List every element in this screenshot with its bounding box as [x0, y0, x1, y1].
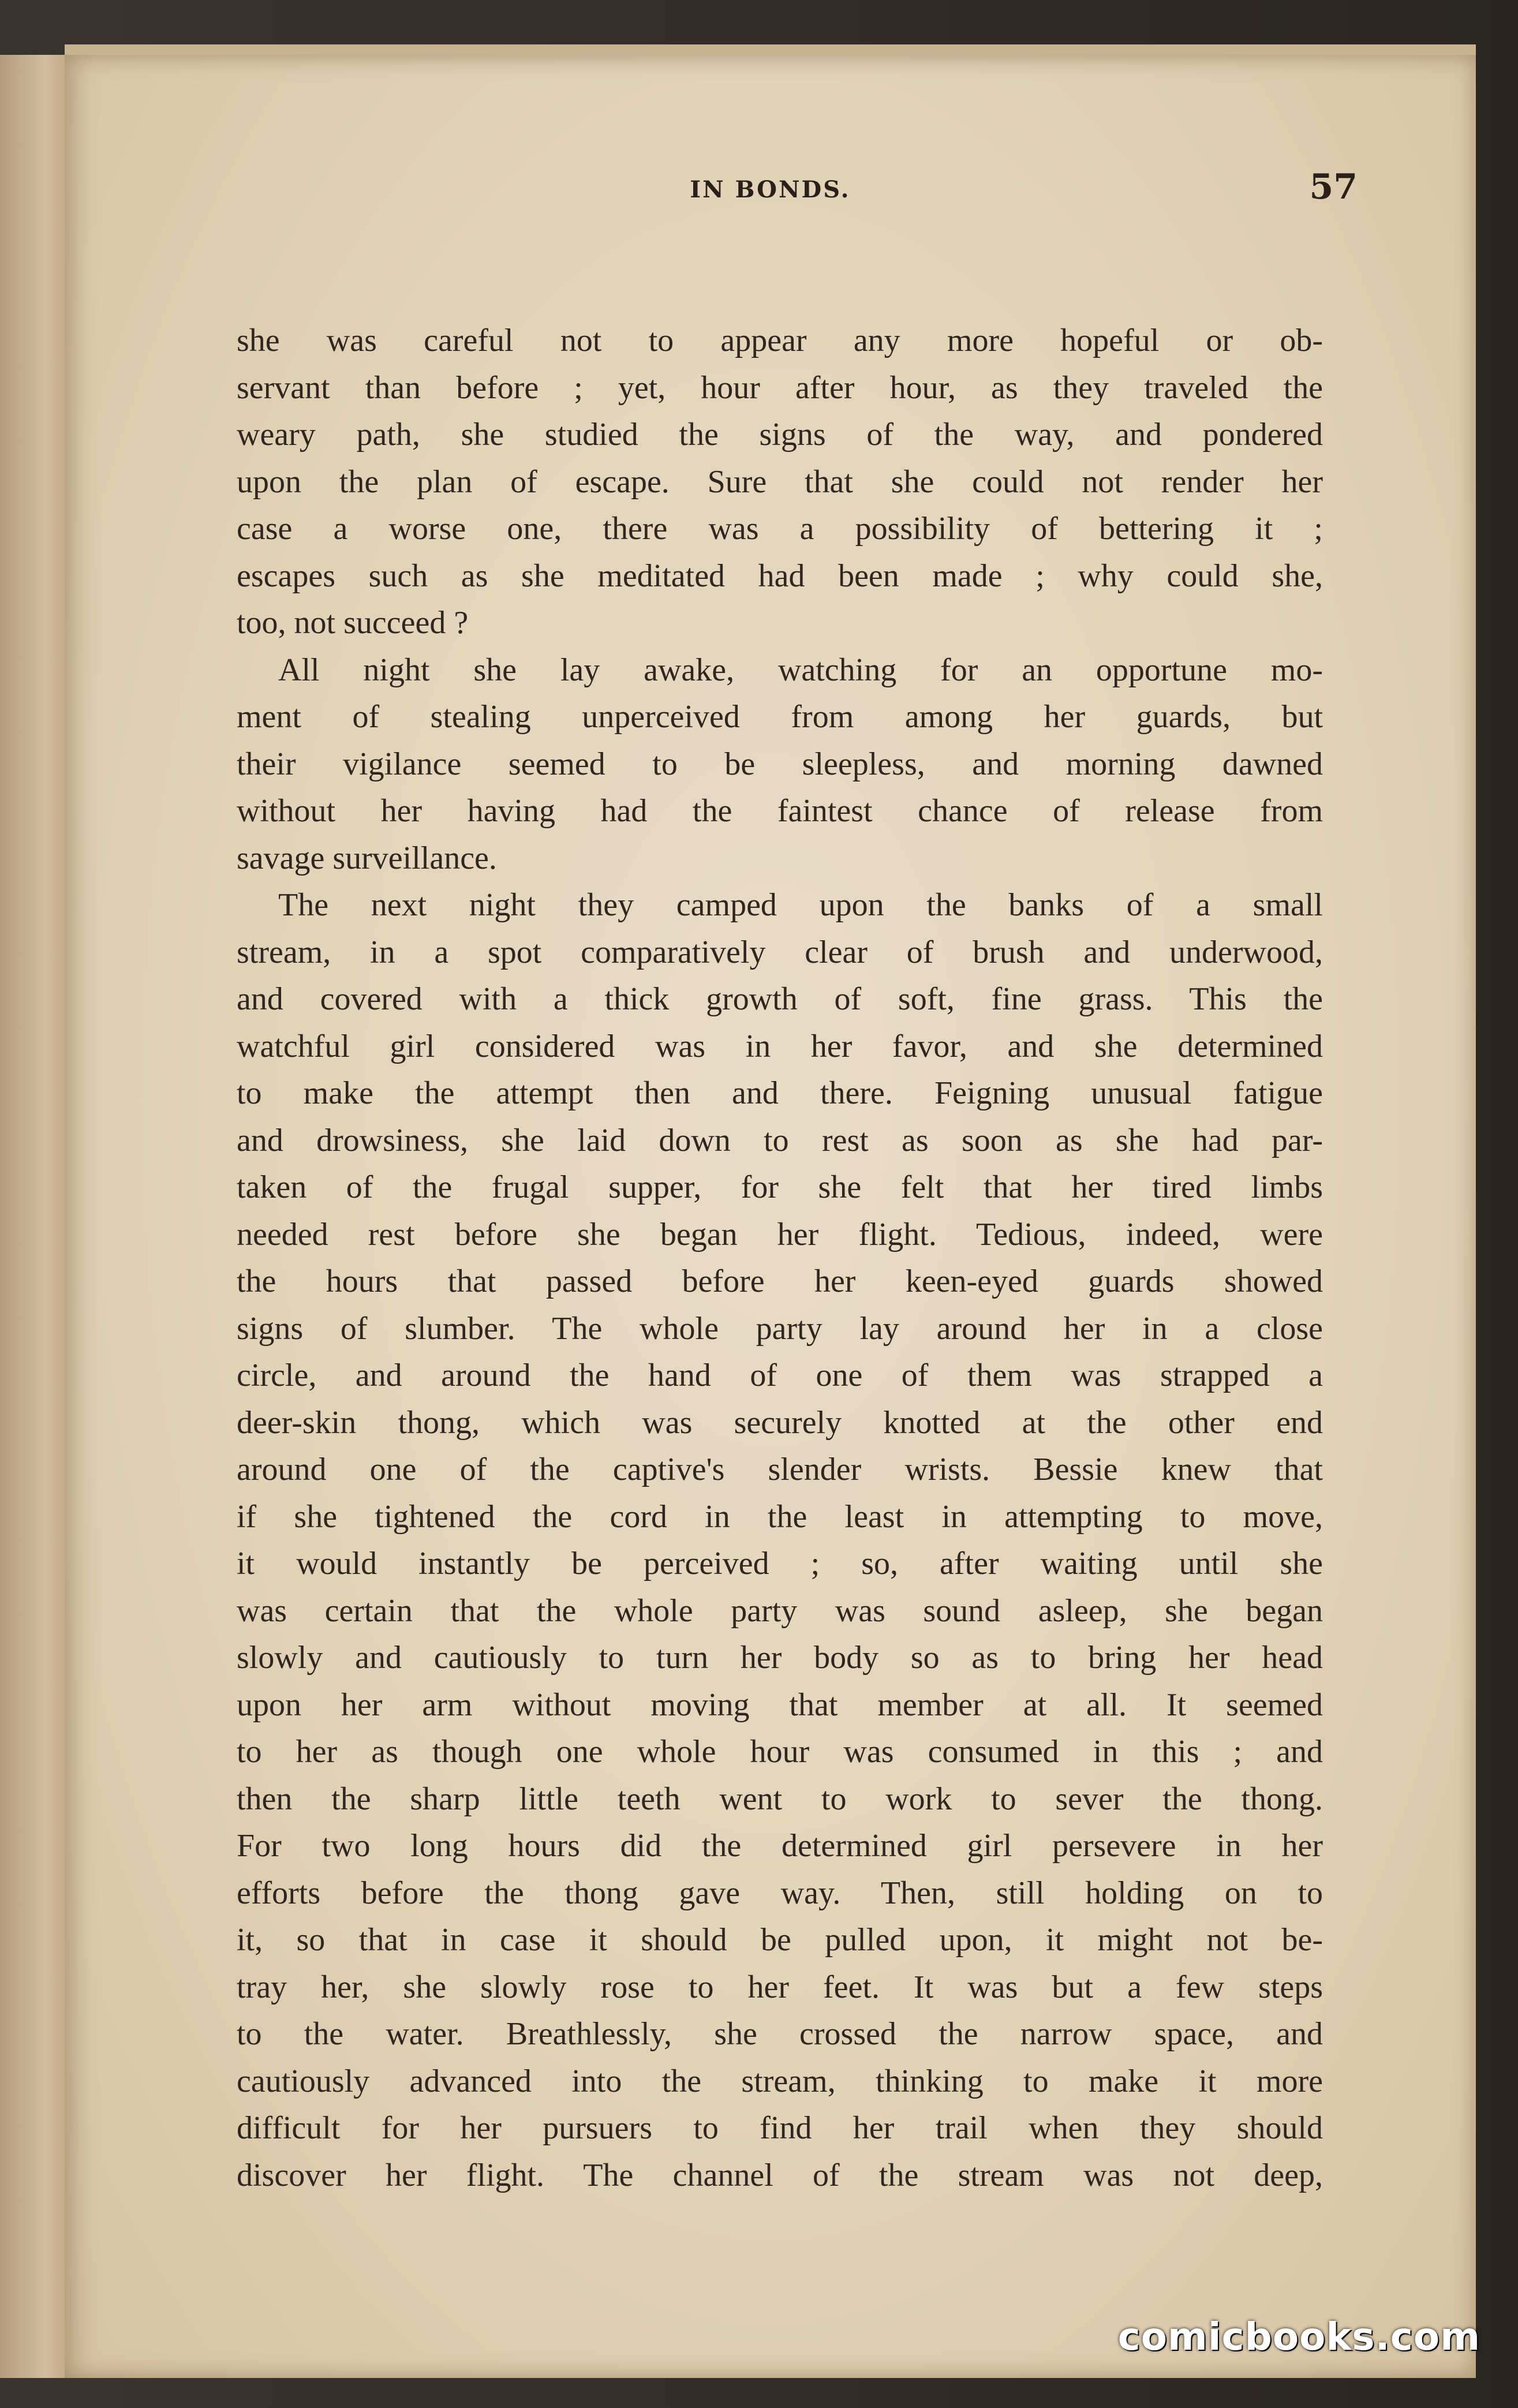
text-line: escapes such as she meditated had been made ; why could she, — [237, 558, 1323, 594]
text-line: deer-skin thong, which was securely knotted at the other end — [237, 1404, 1323, 1441]
text-line: and drowsiness, she laid down to rest as soon as she had par- — [237, 1122, 1323, 1158]
facing-page-edge — [0, 55, 68, 2378]
text-line: cautiously advanced into the stream, thinking to make it more — [237, 2063, 1323, 2099]
running-head — [65, 167, 1476, 216]
running-title: IN BONDS. — [690, 176, 851, 203]
site-watermark: comicbooks.com — [1117, 2314, 1480, 2359]
text-line: upon the plan of escape. Sure that she could not render her — [237, 463, 1323, 500]
text-line: needed rest before she began her flight. Tedious, indeed, were — [237, 1216, 1323, 1252]
book-page — [65, 55, 1476, 2378]
text-line: it, so that in case it should be pulled upon, it might not be- — [237, 1922, 1323, 1958]
text-line: too, not succeed ? — [237, 605, 469, 641]
text-line: if she tightened the cord in the least in attempting to move, — [237, 1498, 1323, 1535]
text-line: slowly and cautiously to turn her body so as to bring her head — [237, 1640, 1323, 1676]
text-line: then the sharp little teeth went to work to sever the thong. — [237, 1781, 1323, 1817]
text-line: without her having had the faintest chance of release from — [237, 793, 1323, 829]
text-line: For two long hours did the determined girl persevere in her — [237, 1828, 1323, 1864]
text-line: and covered with a thick growth of soft, fine grass. This the — [237, 981, 1323, 1017]
text-line: The next night they camped upon the banks of a small — [278, 887, 1323, 923]
text-line: stream, in a spot comparatively clear of brush and underwood, — [237, 934, 1323, 970]
text-line: weary path, she studied the signs of the way, and pondered — [237, 417, 1323, 453]
text-line: signs of slumber. The whole party lay around her in a close — [237, 1310, 1323, 1347]
text-line: All night she lay awake, watching for an opportune mo- — [278, 652, 1323, 688]
text-line: upon her arm without moving that member at all. It seemed — [237, 1687, 1323, 1723]
text-line: around one of the captive's slender wrists. Bessie knew that — [237, 1452, 1323, 1487]
text-line: tray her, she slowly rose to her feet. It was but a few steps — [237, 1969, 1323, 2005]
page-top-edge — [65, 44, 1476, 55]
text-line: to her as though one whole hour was consumed in this ; and — [237, 1734, 1323, 1770]
text-line: savage surveillance. — [237, 840, 497, 876]
text-line: taken of the frugal supper, for she felt that her tired limbs — [237, 1169, 1323, 1205]
text-line: was certain that the whole party was sound asleep, she began — [237, 1592, 1323, 1629]
text-line: discover her flight. The channel of the stream was not deep, — [237, 2157, 1323, 2193]
text-line: she was careful not to appear any more hopeful or ob- — [237, 323, 1323, 358]
text-line: watchful girl considered was in her favor, and she determined — [237, 1028, 1323, 1064]
body-text — [237, 317, 1323, 2199]
text-line: efforts before the thong gave way. Then, still holding on to — [237, 1875, 1323, 1911]
text-line: the hours that passed before her keen-eyed guards showed — [237, 1263, 1323, 1299]
text-line: to the water. Breathlessly, she crossed the narrow space, and — [237, 2016, 1323, 2052]
text-line: it would instantly be perceived ; so, after waiting until she — [237, 1546, 1323, 1581]
text-line: to make the attempt then and there. Feigning unusual fatigue — [237, 1075, 1323, 1111]
text-line: ment of stealing unperceived from among her guards, but — [237, 699, 1323, 735]
text-line: servant than before ; yet, hour after hour, as they traveled the — [237, 369, 1323, 406]
text-line: difficult for her pursuers to find her trail when they should — [237, 2110, 1323, 2146]
text-line: case a worse one, there was a possibility of bettering it ; — [237, 511, 1323, 547]
text-line: circle, and around the hand of one of them was strapped a — [237, 1358, 1323, 1393]
page-number: 57 — [1309, 167, 1358, 207]
text-line: their vigilance seemed to be sleepless, and morning dawned — [237, 746, 1323, 782]
